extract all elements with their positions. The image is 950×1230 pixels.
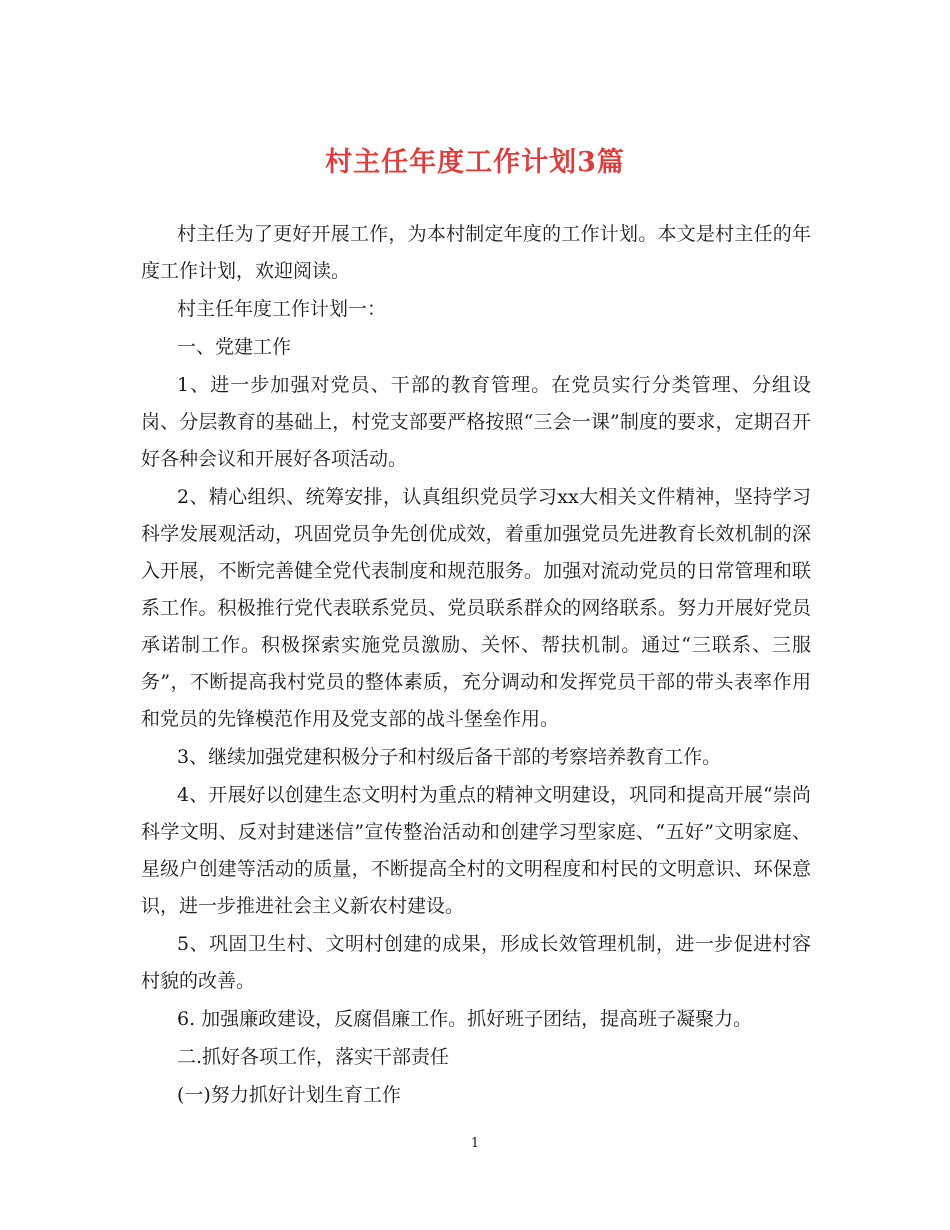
paragraph-intro: 村主任为了更好开展工作，为本村制定年度的工作计划。本文是村主任的年度工作计划，欢迎阅读。 bbox=[141, 223, 811, 282]
paragraph-item-6: 6. 加强廉政建设，反腐倡廉工作。抓好班子团结，提高班子凝聚力。 bbox=[177, 1008, 753, 1030]
section-heading-party-building: 一、党建工作 bbox=[177, 336, 292, 358]
document-body bbox=[141, 216, 811, 1115]
paragraph-item-3: 3、继续加强党建积极分子和村级后备干部的考察培养教育工作。 bbox=[177, 746, 722, 768]
paragraph-item-2: 2、精心组织、统筹安排，认真组织党员学习xx大相关文件精神，坚持学习科学发展观活动，巩固党员争先创优成效，着重加强党员先进教育长效机制的深入开展，不断完善健全党代表制度和规范服务。加强对流动党员的日常管理和联系工作。积极推行党代表联系党员、党员联系群众的网络联系。努力开展好党员承诺制工作。积极探索实施党员激励、关怀、帮扶机制。通过“三联系、三服务”，不断提高我村党员的整体素质，充分调动和发挥党员干部的带头表率作用和党员的先锋模范作用及党支部的战斗堡垒作用。 bbox=[141, 486, 811, 730]
paragraph-item-1: 1、进一步加强对党员、干部的教育管理。在党员实行分类管理、分组设岗、分层教育的基础上，村党支部要严格按照“三会一课”制度的要求，定期召开好各种会议和开展好各项活动。 bbox=[141, 374, 811, 470]
subsection-heading-family-planning: (一)努力抓好计划生育工作 bbox=[177, 1084, 401, 1106]
paragraph-item-4: 4、开展好以创建生态文明村为重点的精神文明建设，巩同和提高开展“崇尚科学文明、反对封建迷信”宣传整治活动和创建学习型家庭、“五好”文明家庭、星级户创建等活动的质量，不断提高全村的文明程度和村民的文明意识、环保意识，进一步推进社会主义新农村建设。 bbox=[141, 784, 811, 917]
paragraph-item-5: 5、巩固卫生村、文明村创建的成果，形成长效管理机制，进一步促进村容村貌的改善。 bbox=[141, 933, 811, 992]
page-number: 1 bbox=[470, 1136, 480, 1151]
section-heading-responsibilities: 二.抓好各项工作，落实干部责任 bbox=[177, 1046, 450, 1068]
paragraph-plan-heading: 村主任年度工作计划一： bbox=[177, 298, 387, 320]
document-title: 村主任年度工作计划3篇 bbox=[325, 147, 625, 178]
